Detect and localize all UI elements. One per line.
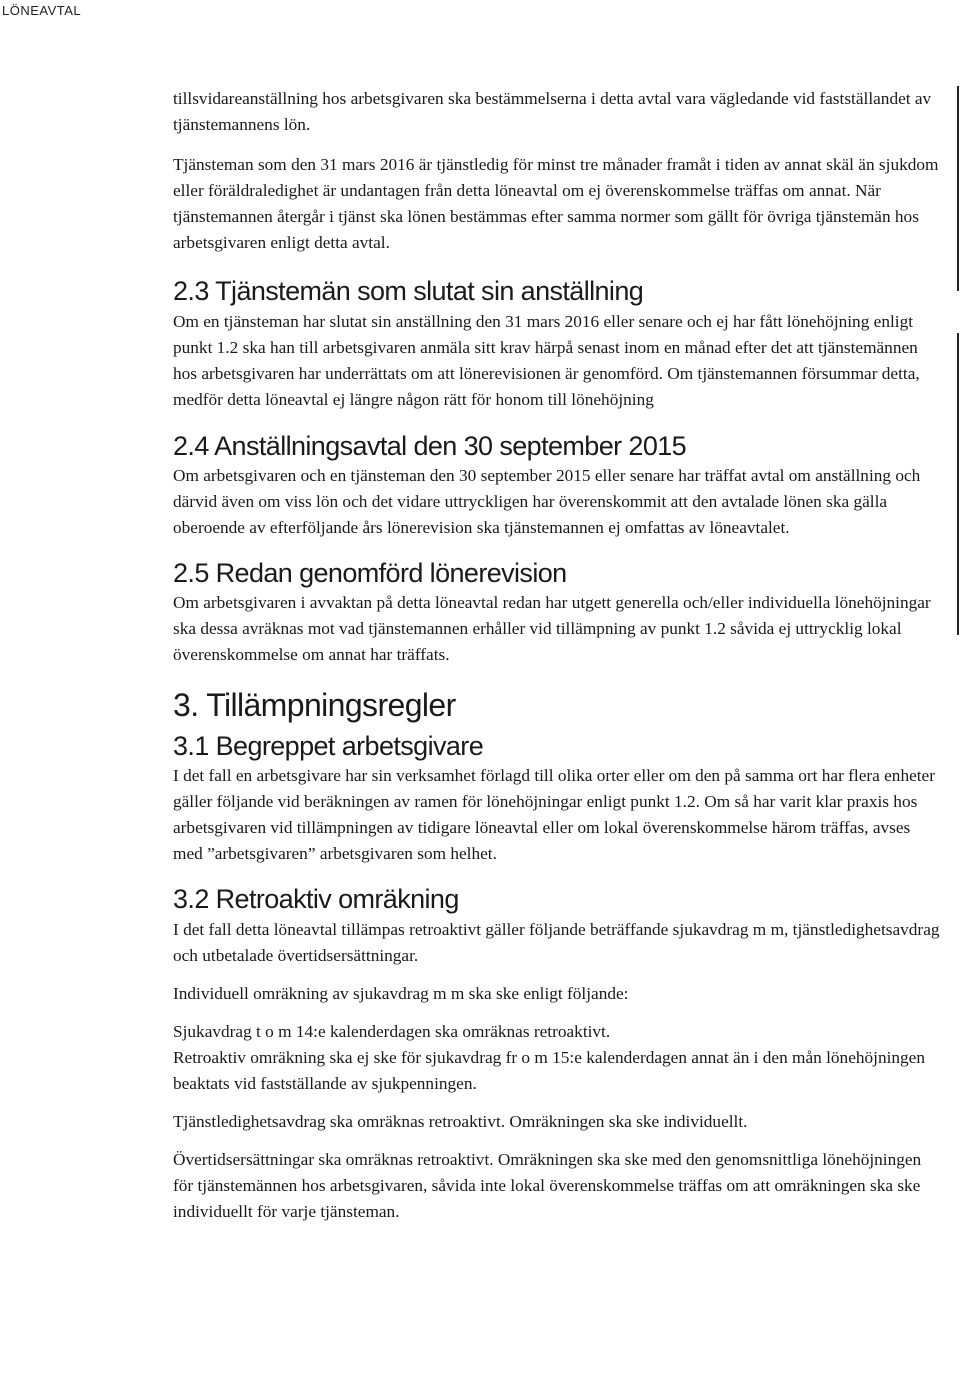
section-heading-3-1: 3.1 Begreppet arbetsgivare [173, 731, 484, 761]
paragraph: I det fall en arbetsgivare har sin verksamhet förlagd till olika orter eller om den på samma ort har flera enheter gäller följande vid beräkningen av ramen för lönehöjningar enligt punkt 1.2. Om så har varit klar praxis hos arbetsgivaren vid tillämpningen av tidigare löneavtal eller om lokal överenskommelse härom träffas, avses med ”arbetsgivaren” arbetsgivaren som helhet. [173, 766, 935, 863]
paragraph: Individuell omräkning av sjukavdrag m m ska ske enligt följande: [173, 984, 629, 1003]
paragraph: Om arbetsgivaren och en tjänsteman den 30 september 2015 eller senare har träffat avtal om anställning och därvid även om viss lön och det vidare uttryckligen har överenskommit att den avtalade lönen ska gälla oberoende av efterföljande års lönerevision ska tjänstemannen ej omfattas av löneavtalet. [173, 466, 921, 537]
section-heading-3-2: 3.2 Retroaktiv omräkning [173, 884, 459, 914]
revision-bar [957, 86, 959, 291]
paragraph: Tjänstledighetsavdrag ska omräknas retroaktivt. Omräkningen ska ske individuellt. [173, 1112, 748, 1131]
document-body [173, 86, 941, 1225]
revision-bar [957, 333, 959, 635]
paragraph: Övertidsersättningar ska omräknas retroaktivt. Omräkningen ska ske med den genomsnittliga lönehöjningen för tjänstemännen hos arbetsgivaren, såvida inte lokal överenskommelse träffas om att omräkningen ska ske individuellt för varje tjänsteman. [173, 1150, 922, 1221]
paragraph: Tjänsteman som den 31 mars 2016 är tjänstledig för minst tre månader framåt i tiden av annat skäl än sjukdom eller föräldraledighet är undantagen från detta löneavtal om ej överenskommelse träffas om annat. När tjänstemannen återgår i tjänst ska lönen bestämmas efter samma normer som gällt för övriga tjänstemän hos arbetsgivaren enligt detta avtal. [173, 155, 939, 252]
running-header-title: LÖNEAVTAL [2, 3, 82, 18]
paragraph: I det fall detta löneavtal tillämpas retroaktivt gäller följande beträffande sjukavdrag m m, tjänstledighetsavdrag och utbetalade övertidsersättningar. [173, 920, 940, 965]
paragraph: Retroaktiv omräkning ska ej ske för sjukavdrag fr o m 15:e kalenderdagen annat än i den mån lönehöjningen beaktats vid fastställande av sjukpenningen. [173, 1048, 925, 1093]
chapter-heading-3: 3. Tillämpningsregler [173, 687, 456, 723]
section-heading-2-5: 2.5 Redan genomförd lönerevision [173, 558, 567, 588]
section-heading-2-3: 2.3 Tjänstemän som slutat sin anställning [173, 276, 644, 306]
paragraph: tillsvidareanställning hos arbetsgivaren ska bestämmelserna i detta avtal vara vägledande vid fastställandet av tjänstemannens lön. [173, 89, 932, 134]
paragraph: Sjukavdrag t o m 14:e kalenderdagen ska omräknas retroaktivt. [173, 1022, 611, 1041]
paragraph: Om arbetsgivaren i avvaktan på detta löneavtal redan har utgett generella och/eller individuella lönehöjningar ska dessa avräknas mot vad tjänstemannen erhåller vid tillämpning av punkt 1.2 såvida ej uttrycklig lokal överenskommelse om annat har träffats. [173, 593, 931, 664]
paragraph: Om en tjänsteman har slutat sin anställning den 31 mars 2016 eller senare och ej har fått lönehöjning enligt punkt 1.2 ska han till arbetsgivaren anmäla sitt krav härpå senast inom en månad efter det att tjänstemännen hos arbetsgivaren har underrättats om att lönerevisionen är genomförd. Om tjänstemannen försummar detta, medför detta löneavtal ej längre någon rätt för honom till lönehöjning [173, 312, 920, 409]
section-heading-2-4: 2.4 Anställningsavtal den 30 september 2015 [173, 431, 687, 461]
